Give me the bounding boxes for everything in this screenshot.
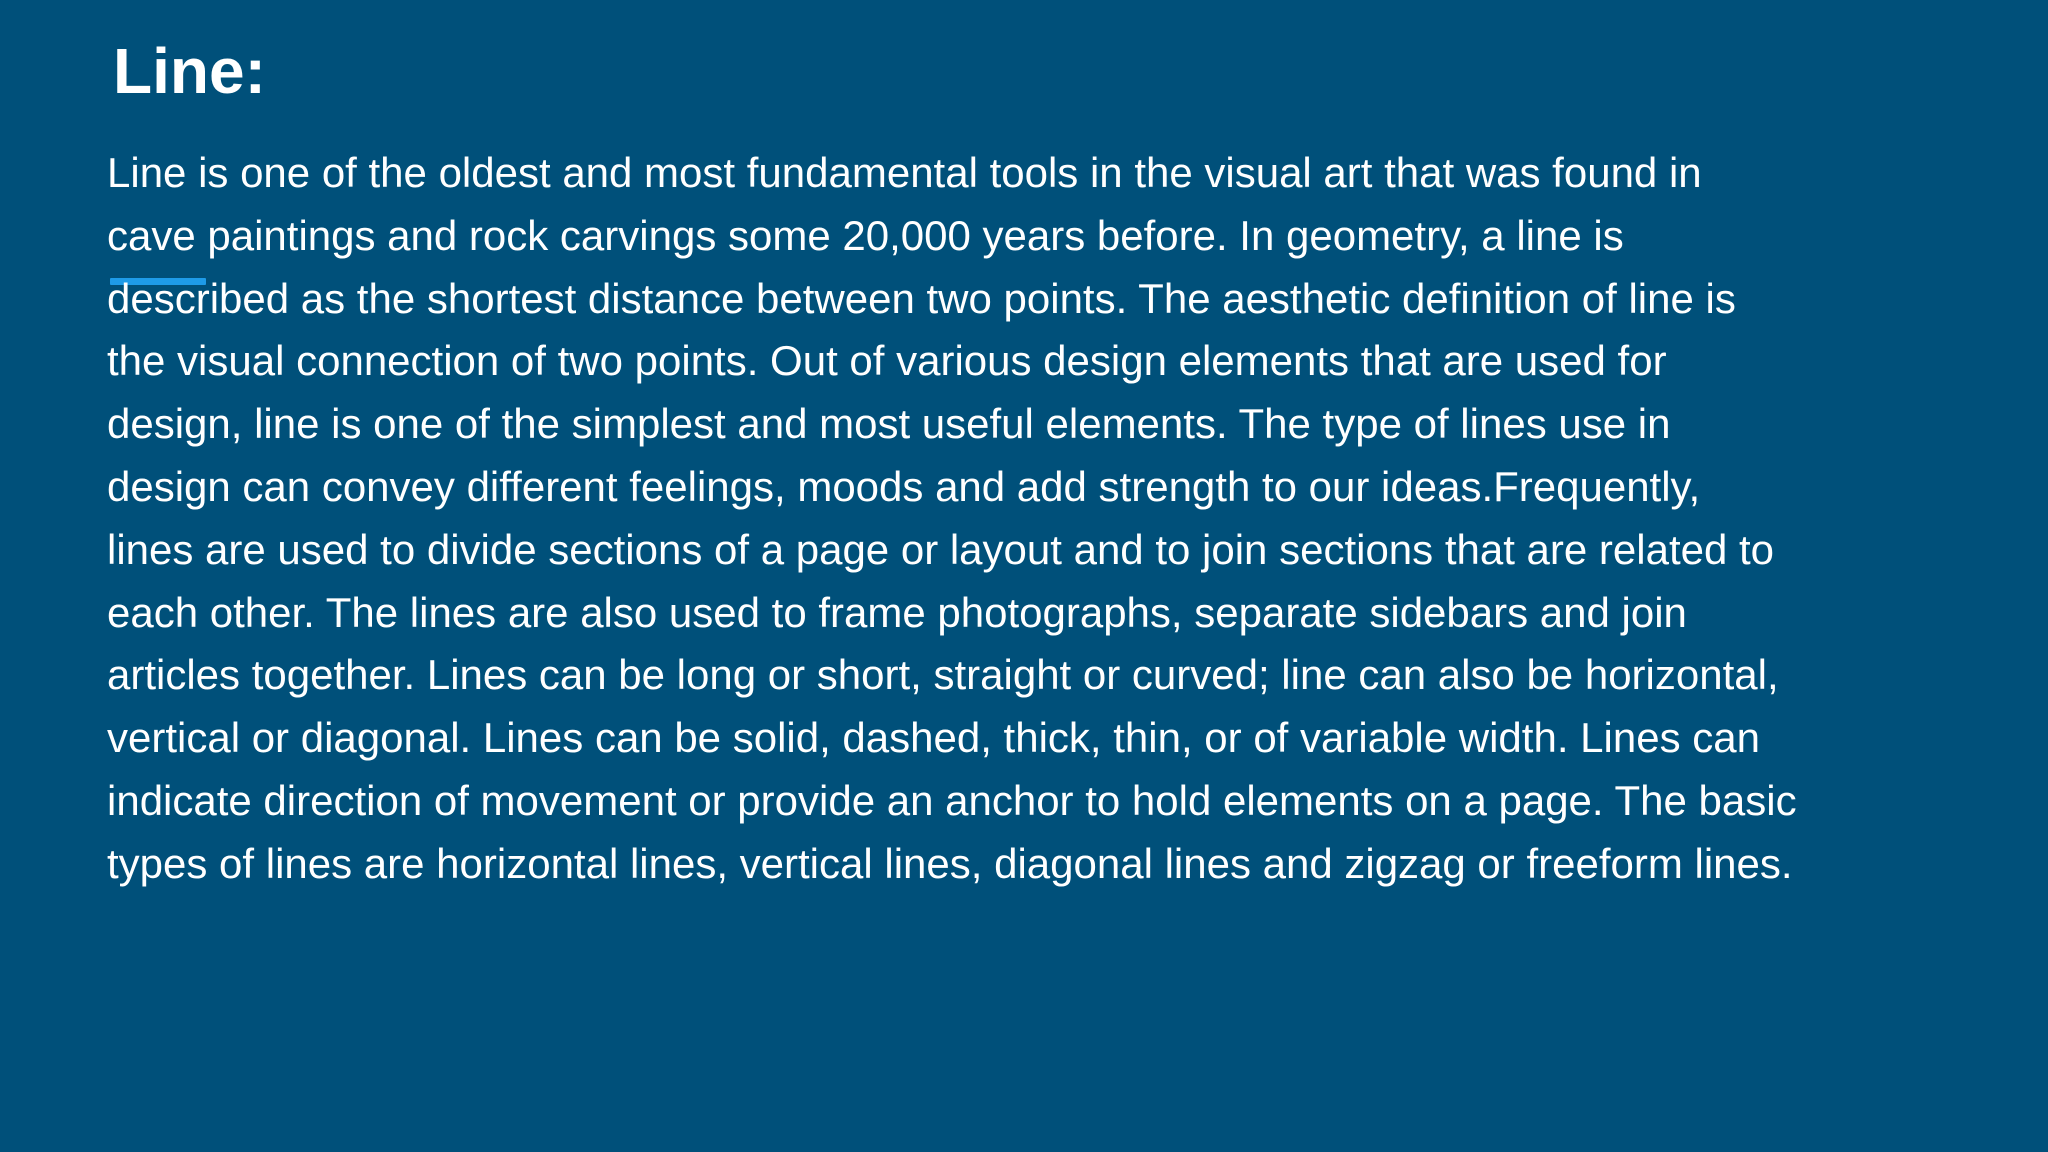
slide-title: Line: bbox=[113, 35, 266, 107]
slide-body-text: Line is one of the oldest and most fundamental tools in the visual art that was found in cave paintings and rock carvings some 20,000 years before. In geometry, a line is described as the shortest distance between two points. The aesthetic definition of line is the visual connection of two points. Out of various design elements that are used for design, line is one of the simplest and most useful elements. The type of lines use in design can convey different feelings, moods and add strength to our ideas.Frequently, lines are used to divide sections of a page or layout and to join sections that are related to each other. The lines are also used to frame photographs, separate sidebars and join articles together. Lines can be long or short, straight or curved; line can also be horizontal, vertical or diagonal. Lines can be solid, dashed, thick, thin, or of variable width. Lines can indicate direction of movement or provide an anchor to hold elements on a page. The basic types of lines are horizontal lines, vertical lines, diagonal lines and zigzag or freeform lines. bbox=[107, 149, 1797, 887]
